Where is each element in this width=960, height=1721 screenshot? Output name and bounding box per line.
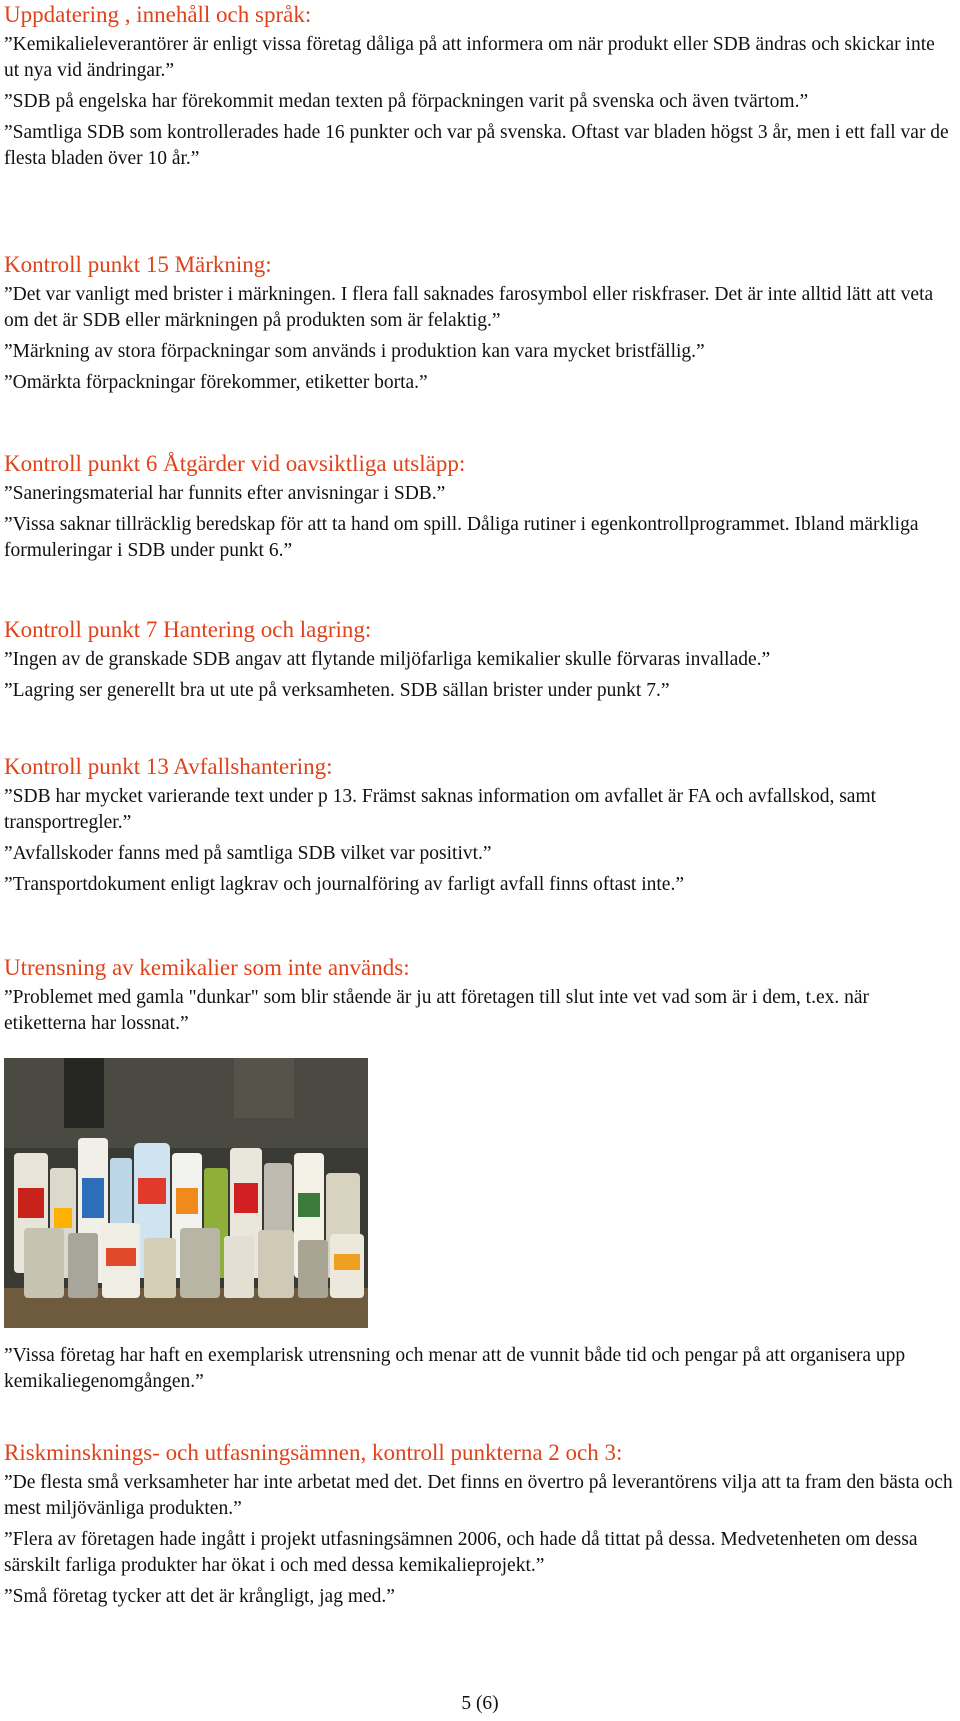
paragraph: ”SDB på engelska har förekommit medan texten på förpackningen varit på svenska och även tvärtom.” [4,91,809,112]
paragraph: ”Transportdokument enligt lagkrav och journalföring av farligt avfall finns oftast inte.” [4,874,684,895]
paragraph: ”Lagring ser generellt bra ut ute på verksamheten. SDB sällan brister under punkt 7.” [4,680,670,701]
section-utrensning [4,953,954,1037]
paragraph: ”Märkning av stora förpackningar som används i produktion kan vara mycket bristfällig.” [4,341,705,362]
section-heading: Utrensning av kemikalier som inte används: [4,955,410,980]
section-markning [4,250,954,396]
section-utrensning-continued [4,1343,954,1395]
paragraph: ”Omärkta förpackningar förekommer, etiketter borta.” [4,372,428,393]
paragraph: ”Kemikalieleverantörer är enligt vissa företag dåliga på att informera om när produkt eller SDB ändras och skickar inte ut nya vid ändringar.” [4,34,935,81]
paragraph: ”Vissa saknar tillräcklig beredskap för att ta hand om spill. Dåliga rutiner i egenkontrollprogrammet. Ibland märkliga formuleringar i SDB under punkt 6.” [4,514,919,561]
section-uppdatering [4,0,954,172]
paragraph: ”Saneringsmaterial har funnits efter anvisningar i SDB.” [4,483,446,504]
paragraph: ”Små företag tycker att det är krångligt, jag med.” [4,1586,395,1607]
section-heading: Kontroll punkt 13 Avfallshantering: [4,754,333,779]
paragraph: ”Vissa företag har haft en exemplarisk utrensning och menar att de vunnit både tid och pengar på att organisera upp kemikaliegenomgången.” [4,1345,906,1392]
section-utslapp [4,449,954,564]
paragraph: ”Samtliga SDB som kontrollerades hade 16 punkter och var på svenska. Oftast var bladen högst 3 år, men i ett fall var de flesta bladen över 10 år.” [4,122,949,169]
section-heading: Uppdatering , innehåll och språk: [4,2,312,27]
section-heading: Riskminsknings- och utfasningsämnen, kontroll punkterna 2 och 3: [4,1440,623,1465]
section-heading: Kontroll punkt 6 Åtgärder vid oavsiktliga utsläpp: [4,451,466,476]
section-heading: Kontroll punkt 15 Märkning: [4,252,272,277]
chemical-containers-photo [4,1058,368,1328]
section-heading: Kontroll punkt 7 Hantering och lagring: [4,617,372,642]
paragraph: ”De flesta små verksamheter har inte arbetat med det. Det finns en övertro på leverantörens vilja att ta fram den bästa och mest miljövänliga produkten.” [4,1472,953,1519]
paragraph: ”Flera av företagen hade ingått i projekt utfasningsämnen 2006, och hade då tittat på dessa. Medvetenheten om dessa särskilt farliga produkter har ökat i och med dessa kemikalieprojekt.” [4,1529,918,1576]
page-number: 5 (6) [461,1693,499,1714]
paragraph: ”SDB har mycket varierande text under p 13. Främst saknas information om avfallet är FA och avfallskod, samt transportregler.” [4,786,877,833]
section-hantering [4,615,954,704]
paragraph: ”Problemet med gamla "dunkar" som blir stående är ju att företagen till slut inte vet vad som är i dem, t.ex. när etiketterna har lossnat.” [4,987,870,1034]
paragraph: ”Avfallskoder fanns med på samtliga SDB vilket var positivt.” [4,843,492,864]
section-avfall [4,752,954,898]
paragraph: ”Det var vanligt med brister i märkningen. I flera fall saknades farosymbol eller riskfraser. Det är inte alltid lätt att veta om det är SDB eller märkningen på produkten som är felaktig.” [4,284,934,331]
section-riskminskning [4,1438,954,1610]
paragraph: ”Ingen av de granskade SDB angav att flytande miljöfarliga kemikalier skulle förvaras invallade.” [4,649,771,670]
